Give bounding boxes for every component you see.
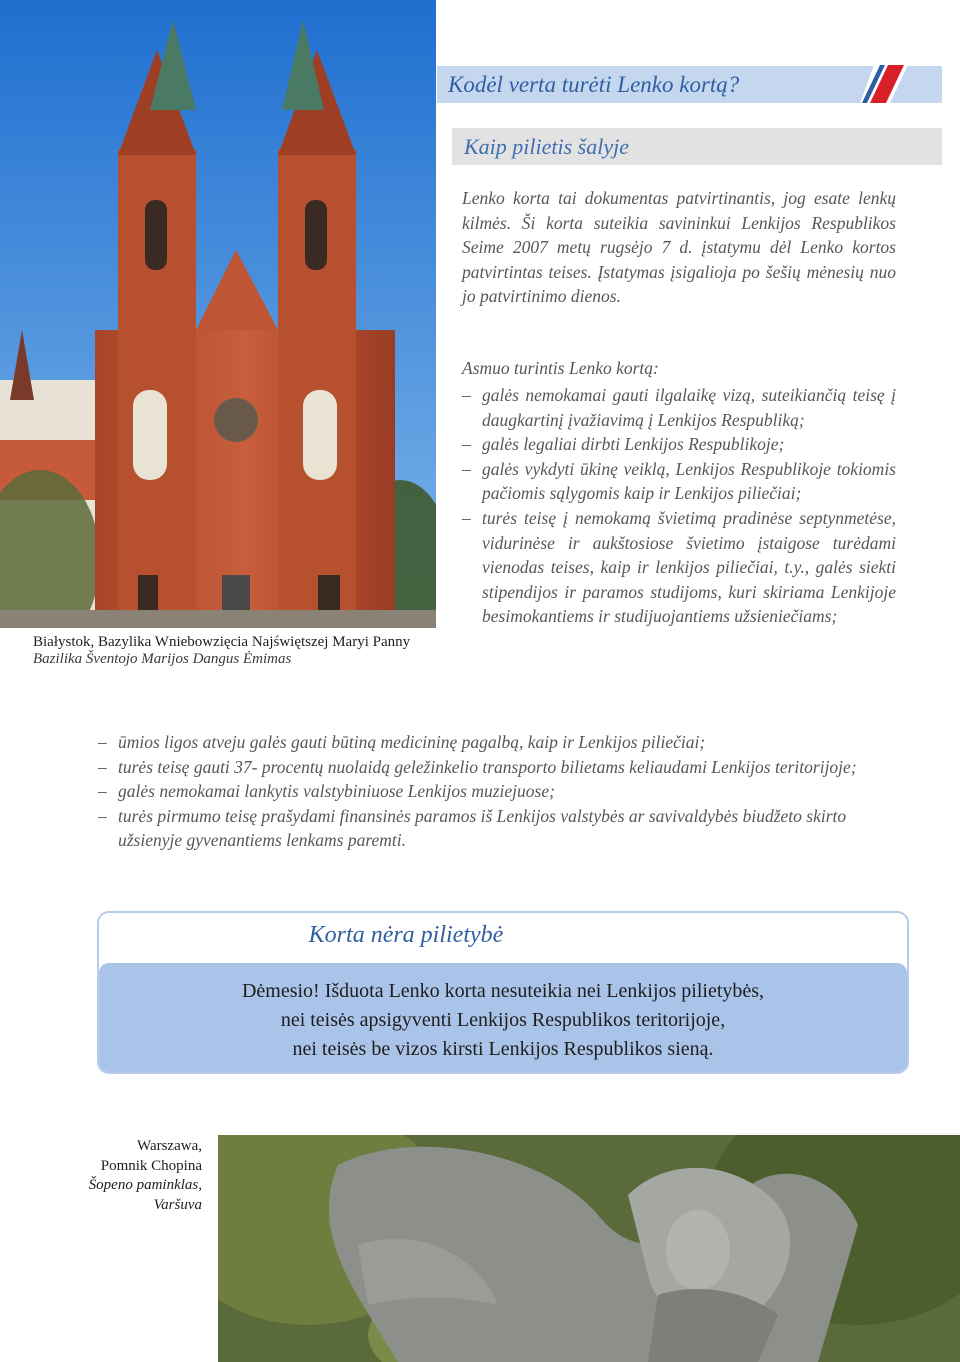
list-item-text: turės pirmumo teisę prašydami finansinės paramos iš Lenkijos valstybės ar savivaldybės biudžeto skirto užsienyje gyvenantiems lenkams paremti. xyxy=(118,805,847,851)
list-item-text: ūmios ligos atveju galės gauti būtiną medicininę pagalbą, kaip ir Lenkijos piliečiai; xyxy=(118,732,706,752)
dash-bullet: – xyxy=(98,781,107,802)
chopin-caption-line: Varšuva xyxy=(153,1196,202,1213)
list-item-text: galės vykdyti ūkinę veiklą, Lenkijos Respublikoje tokiomis pačiomis sąlygomis kaip ir Lenkijos piliečiai; xyxy=(482,458,896,504)
list-item-text: galės nemokamai lankytis valstybiniuose Lenkijos muziejuose; xyxy=(118,781,555,802)
list-item xyxy=(98,779,898,804)
dash-bullet: – xyxy=(462,434,471,455)
dash-bullet: – xyxy=(98,732,107,752)
notice-line: nei teisės apsigyventi Lenkijos Respublikos teritorijoje, xyxy=(280,1009,726,1031)
dash-bullet: – xyxy=(98,805,107,826)
benefits-title: Asmuo turintis Lenko kortą: xyxy=(462,358,659,378)
page-title: Kodėl verta turėti Lenko kortą? xyxy=(448,72,740,97)
church-caption-polish: Białystok, Bazylika Wniebowzięcia Najświętszej Maryi Panny xyxy=(33,634,411,650)
benefits-list-bottom xyxy=(98,730,898,853)
list-item-text: galės legaliai dirbti Lenkijos Respublikoje; xyxy=(482,434,785,455)
church-photo xyxy=(0,0,436,628)
list-item xyxy=(98,755,898,780)
dash-bullet: – xyxy=(98,756,107,777)
list-item xyxy=(98,804,898,853)
intro-paragraph: Lenko korta tai dokumentas patvirtinantis, jog esate lenkų kilmės. Ši korta suteikia savininkui Lenkijos Respublikos Seime 2007 metų rugsėjo 7 d. įstatymu dėl Lenko kortos patvirtintas teises. Įstatymas įsigalioja po šešių mėnesių nuo jo patvirtinimo dienos. xyxy=(462,188,896,307)
list-item xyxy=(98,730,898,755)
notice-line: nei teisės be vizos kirsti Lenkijos Respublikos sieną. xyxy=(292,1038,714,1060)
dash-bullet: – xyxy=(462,385,471,405)
notice-line: Dėmesio! Išduota Lenko korta nesuteikia nei Lenkijos pilietybės, xyxy=(241,980,765,1002)
chopin-caption xyxy=(89,1137,202,1215)
church-caption-lithuanian: Bazilika Šventojo Marijos Dangus Ėmimas xyxy=(33,651,292,667)
list-item-text: turės teisę gauti 37- procentų nuolaidą geležinkelio transporto bilietams keliaudami Lenkijos teritorijoje; xyxy=(118,756,857,777)
benefits-list-right xyxy=(462,383,896,629)
chopin-monument-photo xyxy=(218,1135,960,1362)
notice-title: Korta nėra pilietybė xyxy=(308,922,504,948)
list-item-text: turės teisę į nemokamą švietimą pradinėse septynmetėse, vidurinėse ir aukštosiose švietimo įstaigose turėdami vienodas teises, kaip ir lenkijos piliečiai, t.y., galės siekti stipendijos ir paramos studijoms, kuri skiriama Lenkijoje besimokantiems ir studijuojantiems užsieniečiams; xyxy=(482,507,896,627)
notice-text xyxy=(97,977,909,1064)
chopin-caption-line: Šopeno paminklas, xyxy=(88,1177,202,1193)
list-item xyxy=(462,432,896,457)
section-title: Kaip pilietis šalyje xyxy=(464,134,629,159)
chopin-caption-line: Pomnik Chopina xyxy=(100,1157,202,1174)
list-item-text: galės nemokamai gauti ilgalaikę vizą, suteikiančią teisę į daugkartinį įvažiavimą į Lenkijos Respubliką; xyxy=(482,385,896,430)
church-caption xyxy=(33,634,410,668)
dash-bullet: – xyxy=(462,458,471,479)
list-item xyxy=(462,383,896,432)
list-item xyxy=(462,506,896,629)
list-item xyxy=(462,457,896,506)
dash-bullet: – xyxy=(462,507,471,528)
flag-stripes-icon xyxy=(860,63,912,105)
chopin-caption-line: Warszawa, xyxy=(136,1138,202,1154)
